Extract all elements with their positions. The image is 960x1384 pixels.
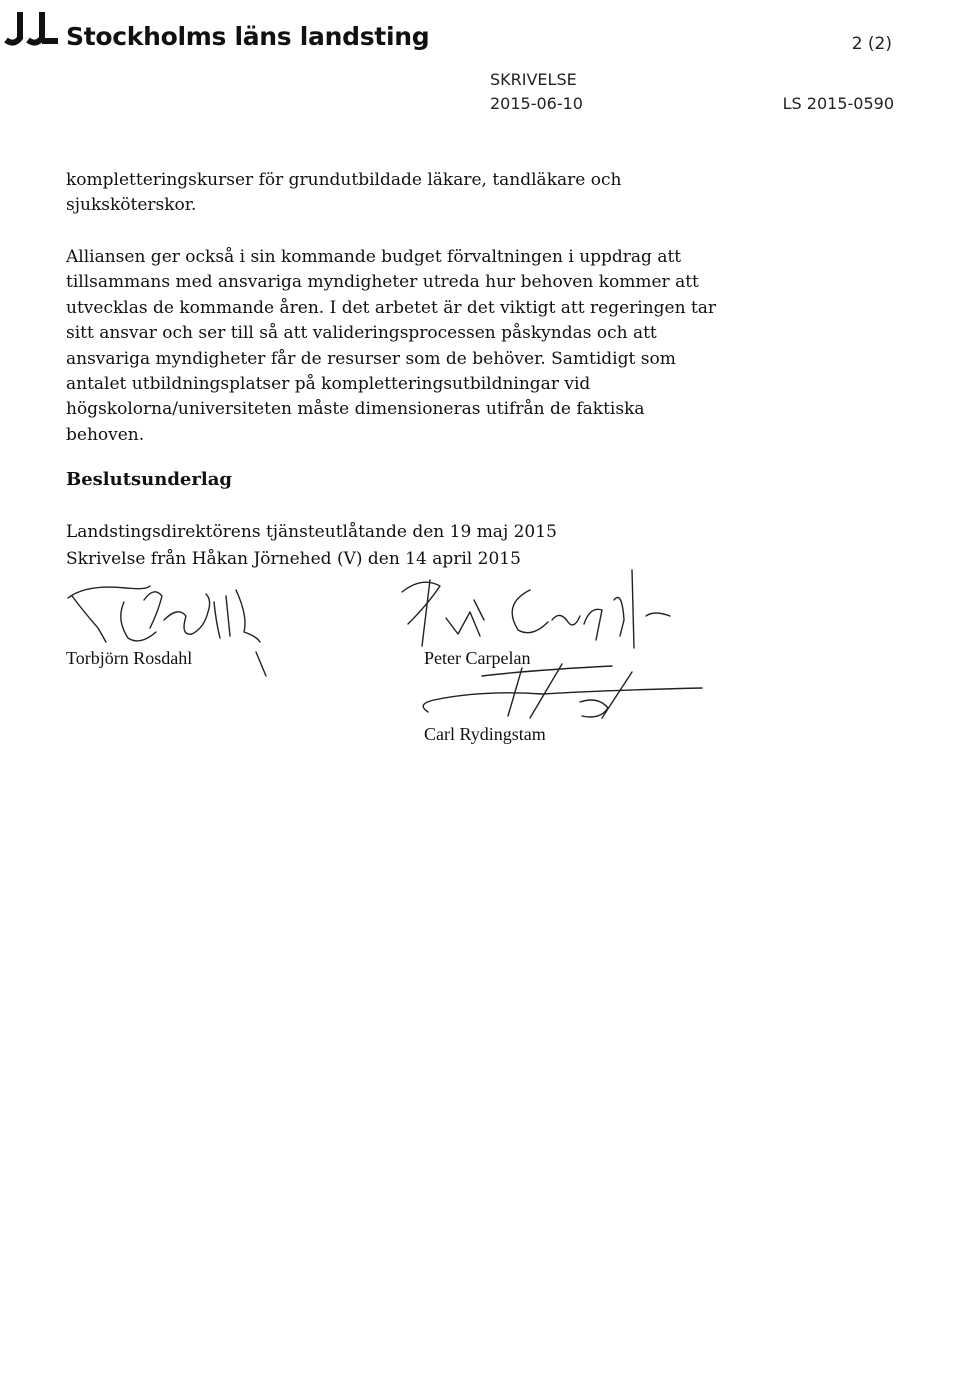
section-heading: Beslutsunderlag bbox=[66, 469, 232, 490]
document-reference: LS 2015-0590 bbox=[782, 94, 894, 113]
document-type: SKRIVELSE bbox=[490, 70, 577, 89]
signatory-name: Peter Carpelan bbox=[424, 648, 531, 668]
signatory-name: Torbjörn Rosdahl bbox=[66, 648, 193, 668]
organisation-name: Stockholms läns landsting bbox=[66, 22, 430, 51]
list-item: Landstingsdirektörens tjänsteutlåtande den 19 maj 2015 bbox=[66, 522, 557, 542]
body-paragraph: Alliansen ger också i sin kommande budget förvaltningen i uppdrag att tillsammans med ansvariga myndigheter utreda hur behoven kommer att utvecklas de kommande åren. I det arbetet är det viktigt att regeringen tar sitt ansvar och ser till så att valideringsprocessen påskyndas och att ansvariga myndigheter får de resurser som de behöver. Samtidigt som antalet utbildningsplatser på kompletteringsutbildningar vid högskolorna/universiteten måste dimensioneras utifrån de faktiska behoven. bbox=[66, 247, 717, 445]
signature-carpelan bbox=[388, 560, 718, 650]
list-item: Skrivelse från Håkan Jörnehed (V) den 14 april 2015 bbox=[66, 549, 521, 569]
document-date: 2015-06-10 bbox=[490, 94, 583, 113]
page-number: 2 (2) bbox=[851, 34, 892, 54]
landsting-logo bbox=[2, 8, 60, 50]
body-paragraph: kompletteringskurser för grundutbildade läkare, tandläkare och sjuksköterskor. bbox=[66, 170, 622, 216]
signatory-name: Carl Rydingstam bbox=[424, 724, 546, 744]
